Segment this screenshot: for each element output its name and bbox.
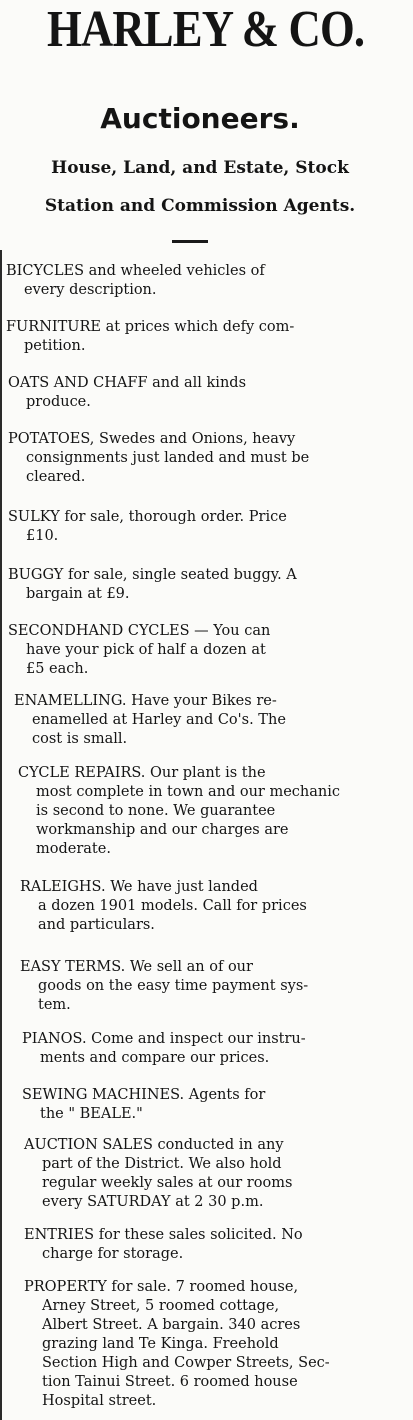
advert-line: ments and compare our prices. (40, 1050, 270, 1066)
advert-line: part of the District. We also hold (42, 1156, 282, 1172)
advert-line: SULKY for sale, thorough order. Price (8, 509, 287, 525)
advert-line: enamelled at Harley and Co's. The (32, 712, 286, 728)
advert-item (22, 1030, 413, 1068)
advert-line: CYCLE REPAIRS. Our plant is the (18, 765, 266, 781)
advert-line: Hospital street. (42, 1393, 157, 1409)
advert-line: tem. (38, 997, 71, 1013)
advert-line: tion Tainui Street. 6 roomed house (42, 1374, 298, 1390)
advert-item (6, 262, 401, 300)
tagline-line-2: Station and Commission Agents. (44, 196, 356, 216)
advert-line: moderate. (36, 841, 111, 857)
advert-item (8, 508, 403, 546)
advert-line: have your pick of half a dozen at (26, 642, 266, 658)
advert-line: produce. (26, 394, 91, 410)
advert-line: BUGGY for sale, single seated buggy. A (8, 567, 297, 583)
advert-line: workmanship and our charges are (36, 822, 289, 838)
divider-rule (172, 240, 208, 243)
masthead (0, 0, 413, 216)
advert-line: PIANOS. Come and inspect our instru- (22, 1031, 306, 1047)
advert-line: ENTRIES for these sales solicited. No (24, 1227, 303, 1243)
advert-item (8, 622, 403, 679)
advert-line: ENAMELLING. Have your Bikes re- (14, 693, 277, 709)
advert-item (24, 1278, 413, 1411)
advert-line: cost is small. (32, 731, 128, 747)
advert-line: RALEIGHS. We have just landed (20, 879, 258, 895)
column-edge (0, 250, 2, 1420)
advert-line: every description. (24, 282, 157, 298)
advert-line: petition. (24, 338, 86, 354)
advert-line: OATS AND CHAFF and all kinds (8, 375, 247, 391)
tagline-line-1: House, Land, and Estate, Stock (51, 158, 349, 178)
advert-line: cleared. (26, 469, 86, 485)
subtitle: Auctioneers. (100, 102, 300, 135)
advert-line: Section High and Cowper Streets, Sec- (42, 1355, 330, 1371)
advert-item (20, 878, 413, 935)
advert-line: PROPERTY for sale. 7 roomed house, (24, 1279, 299, 1295)
advert-item (24, 1136, 413, 1212)
advert-line: is second to none. We guarantee (36, 803, 276, 819)
advert-line: grazing land Te Kinga. Freehold (42, 1336, 279, 1352)
advert-line: every SATURDAY at 2 30 p.m. (42, 1194, 264, 1210)
advert-line: SEWING MACHINES. Agents for (22, 1087, 266, 1103)
advert-line: FURNITURE at prices which defy com- (6, 319, 295, 335)
advert-line: goods on the easy time payment sys- (38, 978, 309, 994)
advert-line: £10. (26, 528, 59, 544)
advert-line: a dozen 1901 models. Call for prices (38, 898, 307, 914)
advert-line: Arney Street, 5 roomed cottage, (42, 1298, 280, 1314)
advert-line: AUCTION SALES conducted in any (24, 1137, 284, 1153)
firm-name: HARLEY & CO. (46, 1, 365, 58)
advert-item (8, 374, 403, 412)
advert-item (22, 1086, 413, 1124)
advert-line: charge for storage. (42, 1246, 184, 1262)
advert-line: EASY TERMS. We sell an of our (20, 959, 253, 975)
advert-line: SECONDHAND CYCLES — You can (8, 623, 271, 639)
advert-line: most complete in town and our mechanic (36, 784, 340, 800)
advert-line: BICYCLES and wheeled vehicles of (6, 263, 265, 279)
advert-line: bargain at £9. (26, 586, 130, 602)
advert-line: and particulars. (38, 917, 155, 933)
advert-line: £5 each. (26, 661, 89, 677)
advert-item (20, 958, 413, 1015)
advert-item (24, 1226, 413, 1264)
advert-line: Albert Street. A bargain. 340 acres (42, 1317, 301, 1333)
advert-item (6, 318, 401, 356)
advert-line: regular weekly sales at our rooms (42, 1175, 293, 1191)
advert-line: POTATOES, Swedes and Onions, heavy (8, 431, 296, 447)
advert-item (18, 764, 413, 859)
advert-item (8, 566, 403, 604)
advert-item (8, 430, 403, 487)
advert-line: the " BEALE." (40, 1106, 143, 1122)
advert-line: consignments just landed and must be (26, 450, 310, 466)
advert-item (14, 692, 409, 749)
